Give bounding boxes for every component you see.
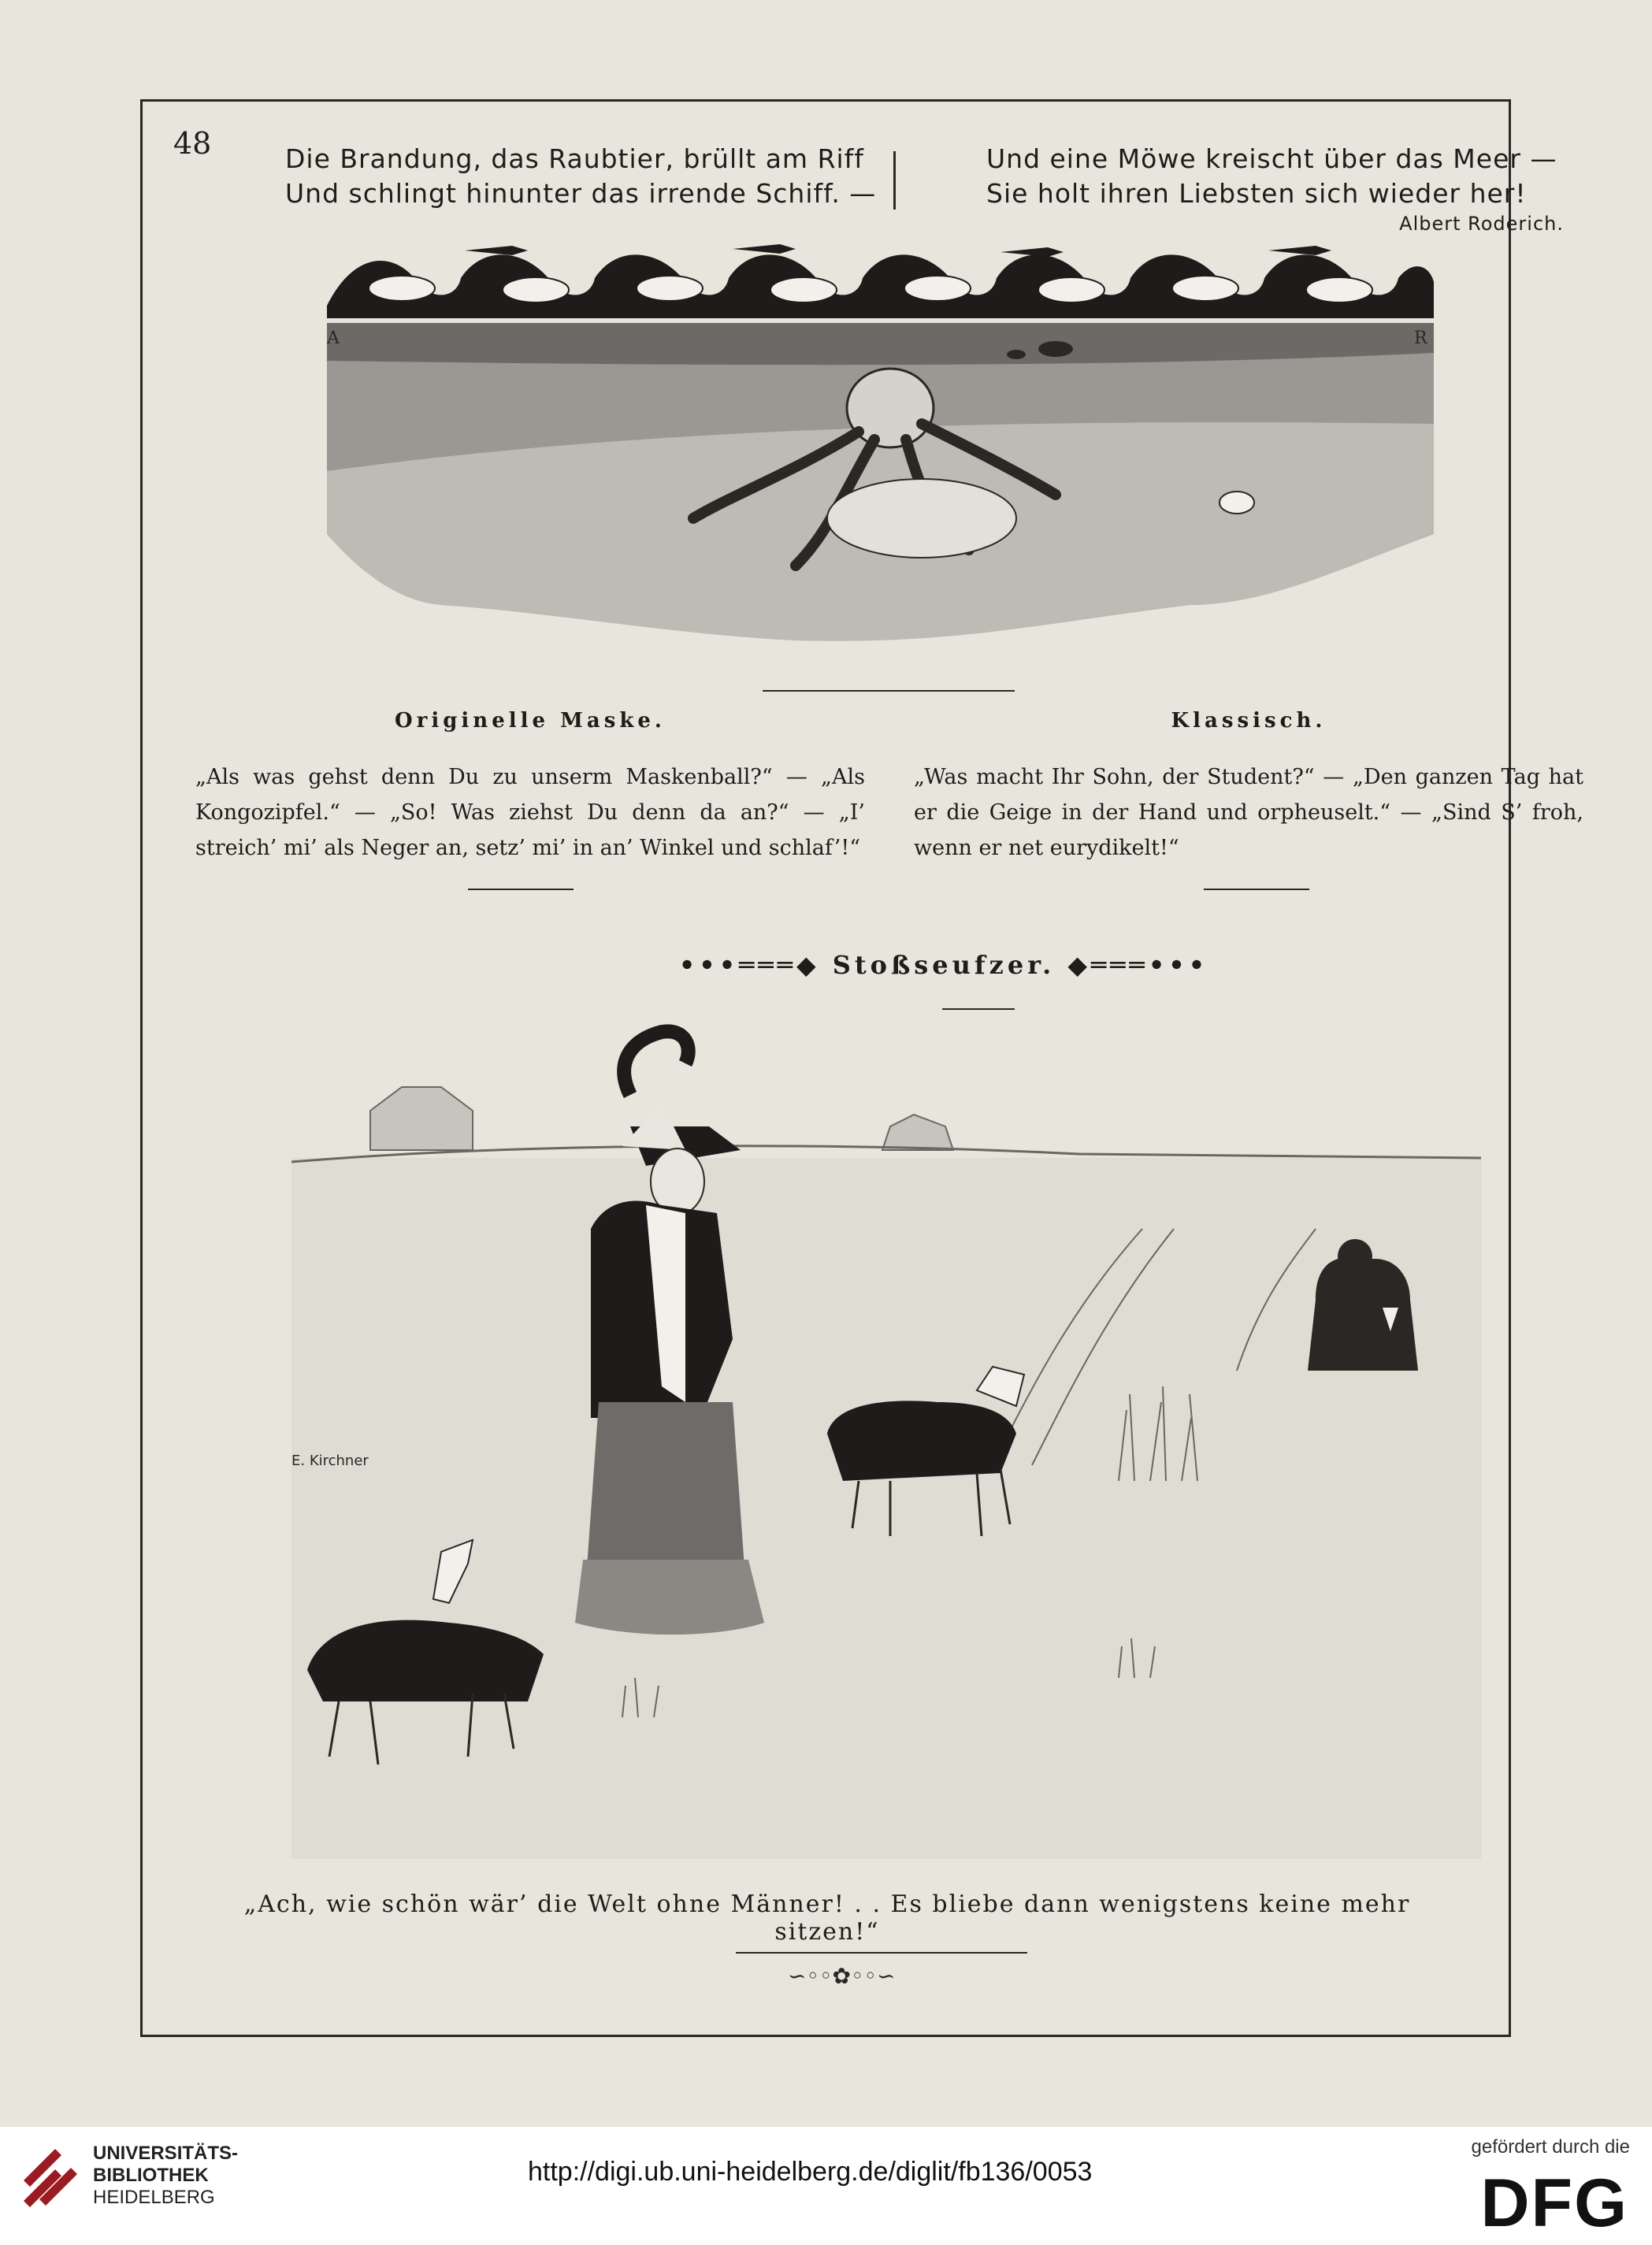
- column-rule: [1204, 889, 1309, 890]
- funding-text: gefördert durch die: [1471, 2136, 1630, 2158]
- illustration-initial-left: A: [327, 328, 340, 348]
- library-logo-icon: [20, 2141, 88, 2207]
- cartoon-title-text: Stoßseufzer.: [832, 950, 1056, 980]
- ornament-icon: ∽◦◦✿◦◦∽: [788, 1963, 896, 1989]
- library-name-line: UNIVERSITÄTS-: [93, 2143, 239, 2164]
- poem-line: Sie holt ihren Liebsten sich wieder her!: [986, 178, 1527, 209]
- octopus-illustration: [323, 235, 1438, 648]
- poem-divider: [893, 151, 896, 210]
- ornament-right-icon: ◆═══•••: [1055, 950, 1209, 980]
- poem-line: Die Brandung, das Raubtier, brüllt am Riff: [285, 143, 864, 174]
- cartoon-caption: „Ach, wie schön wär’ die Welt ohne Männer! . . Es bliebe dann wenigstens keine mehr sitzen!“: [243, 1891, 1411, 1946]
- dfg-logo: DFG: [1480, 2165, 1628, 2241]
- source-url-link[interactable]: http://digi.ub.uni-heidelberg.de/diglit/fb136/0053: [528, 2157, 1093, 2187]
- joke-text: „Was macht Ihr Sohn, der Student?“ — „Den ganzen Tag hat er die Geige in der Hand und orpheuselt.“ — „Sind S’ froh, wenn er net eurydikelt!“: [914, 765, 1583, 860]
- poem-author: Albert Roderich.: [1399, 213, 1564, 235]
- poem-line: Und eine Möwe kreischt über das Meer —: [986, 143, 1557, 174]
- page-number: 48: [173, 126, 212, 161]
- joke-text: „Als was gehst denn Du zu unserm Maskenball?“ — „Als Kongozipfel.“ — „So! Was ziehst Du denn da an?“ — „I’ streich’ mi’ als Neger an, setz’ mi’ in an’ Winkel und schlaf’!“: [195, 765, 865, 860]
- ornament-left-icon: •••═══◆: [678, 950, 833, 980]
- poem-line: Und schlingt hinunter das irrende Schiff. —: [285, 178, 877, 209]
- cartoon-illustration: [291, 930, 1481, 1859]
- joke-title: Originelle Maske.: [395, 709, 666, 733]
- column-rule: [468, 889, 574, 890]
- joke-title: Klassisch.: [1171, 709, 1327, 733]
- library-name-line: BIBLIOTHEK: [93, 2165, 209, 2186]
- caption-rule: [736, 1952, 1027, 1954]
- illustration-initial-right: R: [1414, 328, 1427, 348]
- library-name-line: HEIDELBERG: [93, 2187, 215, 2208]
- section-rule: [763, 690, 1015, 692]
- artist-signature: E. Kirchner: [291, 1453, 369, 1469]
